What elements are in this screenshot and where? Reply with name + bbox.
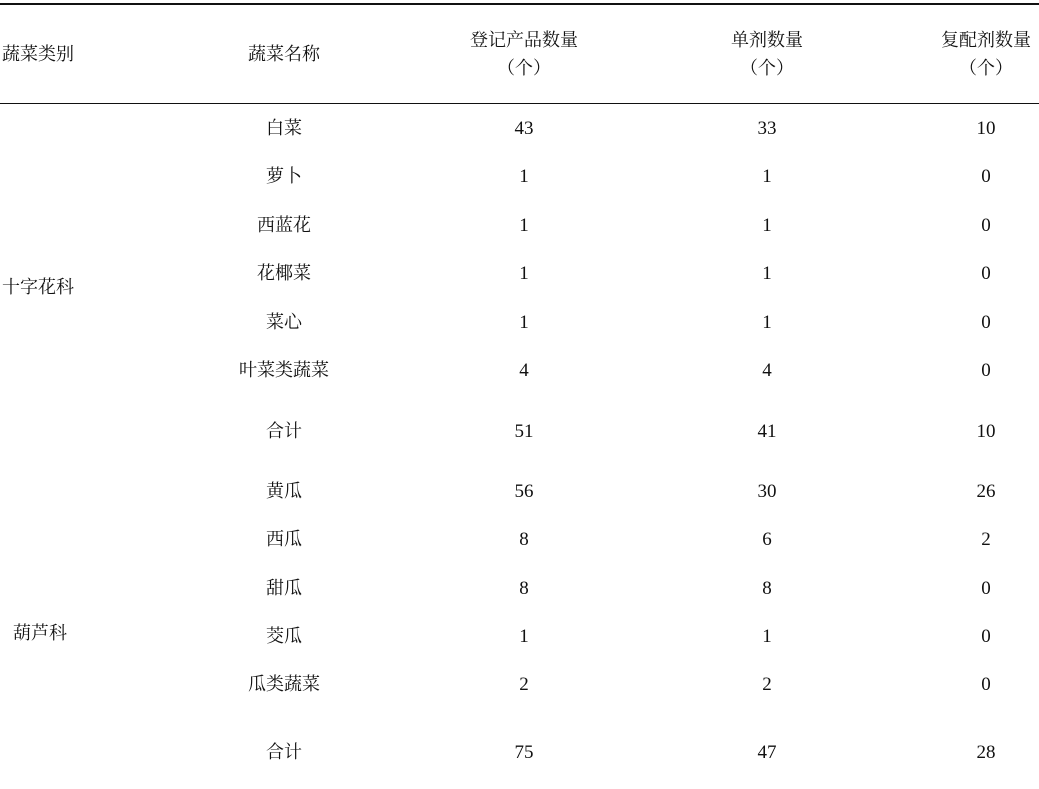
cell-vegetable-name: 叶菜类蔬菜 [239,360,329,381]
cell-registered: 1 [519,312,529,333]
header-registered-line1: 登记产品数量 [470,30,578,51]
cell-registered: 1 [519,166,529,187]
cell-vegetable-name: 白菜 [266,118,302,139]
cell-compound: 0 [981,626,991,647]
header-single-line2: （个） [740,58,794,79]
cell-vegetable-name: 合计 [266,742,302,763]
group-category-cucurbit: 葫芦科 [13,623,67,644]
cell-single: 1 [762,263,772,284]
cell-registered: 8 [519,529,529,550]
cell-single: 1 [762,626,772,647]
cell-vegetable-name: 合计 [266,421,302,442]
cell-vegetable-name: 瓜类蔬菜 [248,674,320,695]
cell-compound: 0 [981,312,991,333]
cell-single: 1 [762,215,772,236]
cell-single: 47 [757,742,777,763]
cell-compound: 0 [981,215,991,236]
header-single-count [731,27,803,83]
cell-single: 41 [757,421,777,442]
cell-registered: 1 [519,215,529,236]
header-compound-line2: （个） [959,58,1013,79]
cell-compound: 0 [981,263,991,284]
cell-compound: 2 [981,529,991,550]
header-registered-count [470,27,578,83]
cell-single: 33 [757,118,777,139]
cell-vegetable-name: 菜心 [266,312,302,333]
cell-registered: 2 [519,674,529,695]
cell-registered: 1 [519,263,529,284]
cell-single: 8 [762,578,772,599]
cell-compound: 0 [981,578,991,599]
header-category: 蔬菜类别 [2,44,74,65]
cell-registered: 75 [514,742,534,763]
cell-registered: 4 [519,360,529,381]
cell-registered: 8 [519,578,529,599]
cell-vegetable-name: 花椰菜 [257,263,311,284]
table-top-rule [0,3,1039,5]
cell-compound: 0 [981,674,991,695]
cell-registered: 51 [514,421,534,442]
cell-compound: 0 [981,166,991,187]
cell-single: 1 [762,312,772,333]
cell-vegetable-name: 黄瓜 [266,481,302,502]
cell-single: 30 [757,481,777,502]
cell-vegetable-name: 甜瓜 [266,578,302,599]
cell-compound: 26 [976,481,996,502]
cell-compound: 10 [976,118,996,139]
header-bottom-rule [0,103,1039,104]
cell-single: 6 [762,529,772,550]
header-single-line1: 单剂数量 [731,30,803,51]
cell-vegetable-name: 西蓝花 [257,215,311,236]
cell-single: 2 [762,674,772,695]
cell-single: 1 [762,166,772,187]
cell-registered: 1 [519,626,529,647]
cell-single: 4 [762,360,772,381]
cell-vegetable-name: 茭瓜 [266,626,302,647]
cell-vegetable-name: 西瓜 [266,529,302,550]
cell-registered: 56 [514,481,534,502]
cell-compound: 0 [981,360,991,381]
group-category-cruciferous: 十字花科 [2,277,74,298]
cell-registered: 43 [514,118,534,139]
header-name: 蔬菜名称 [248,44,320,65]
cell-compound: 10 [976,421,996,442]
cell-vegetable-name: 萝卜 [266,166,302,187]
cell-compound: 28 [976,742,996,763]
header-registered-line2: （个） [497,58,551,79]
header-compound-count [941,27,1031,83]
header-compound-line1: 复配剂数量 [941,30,1031,51]
